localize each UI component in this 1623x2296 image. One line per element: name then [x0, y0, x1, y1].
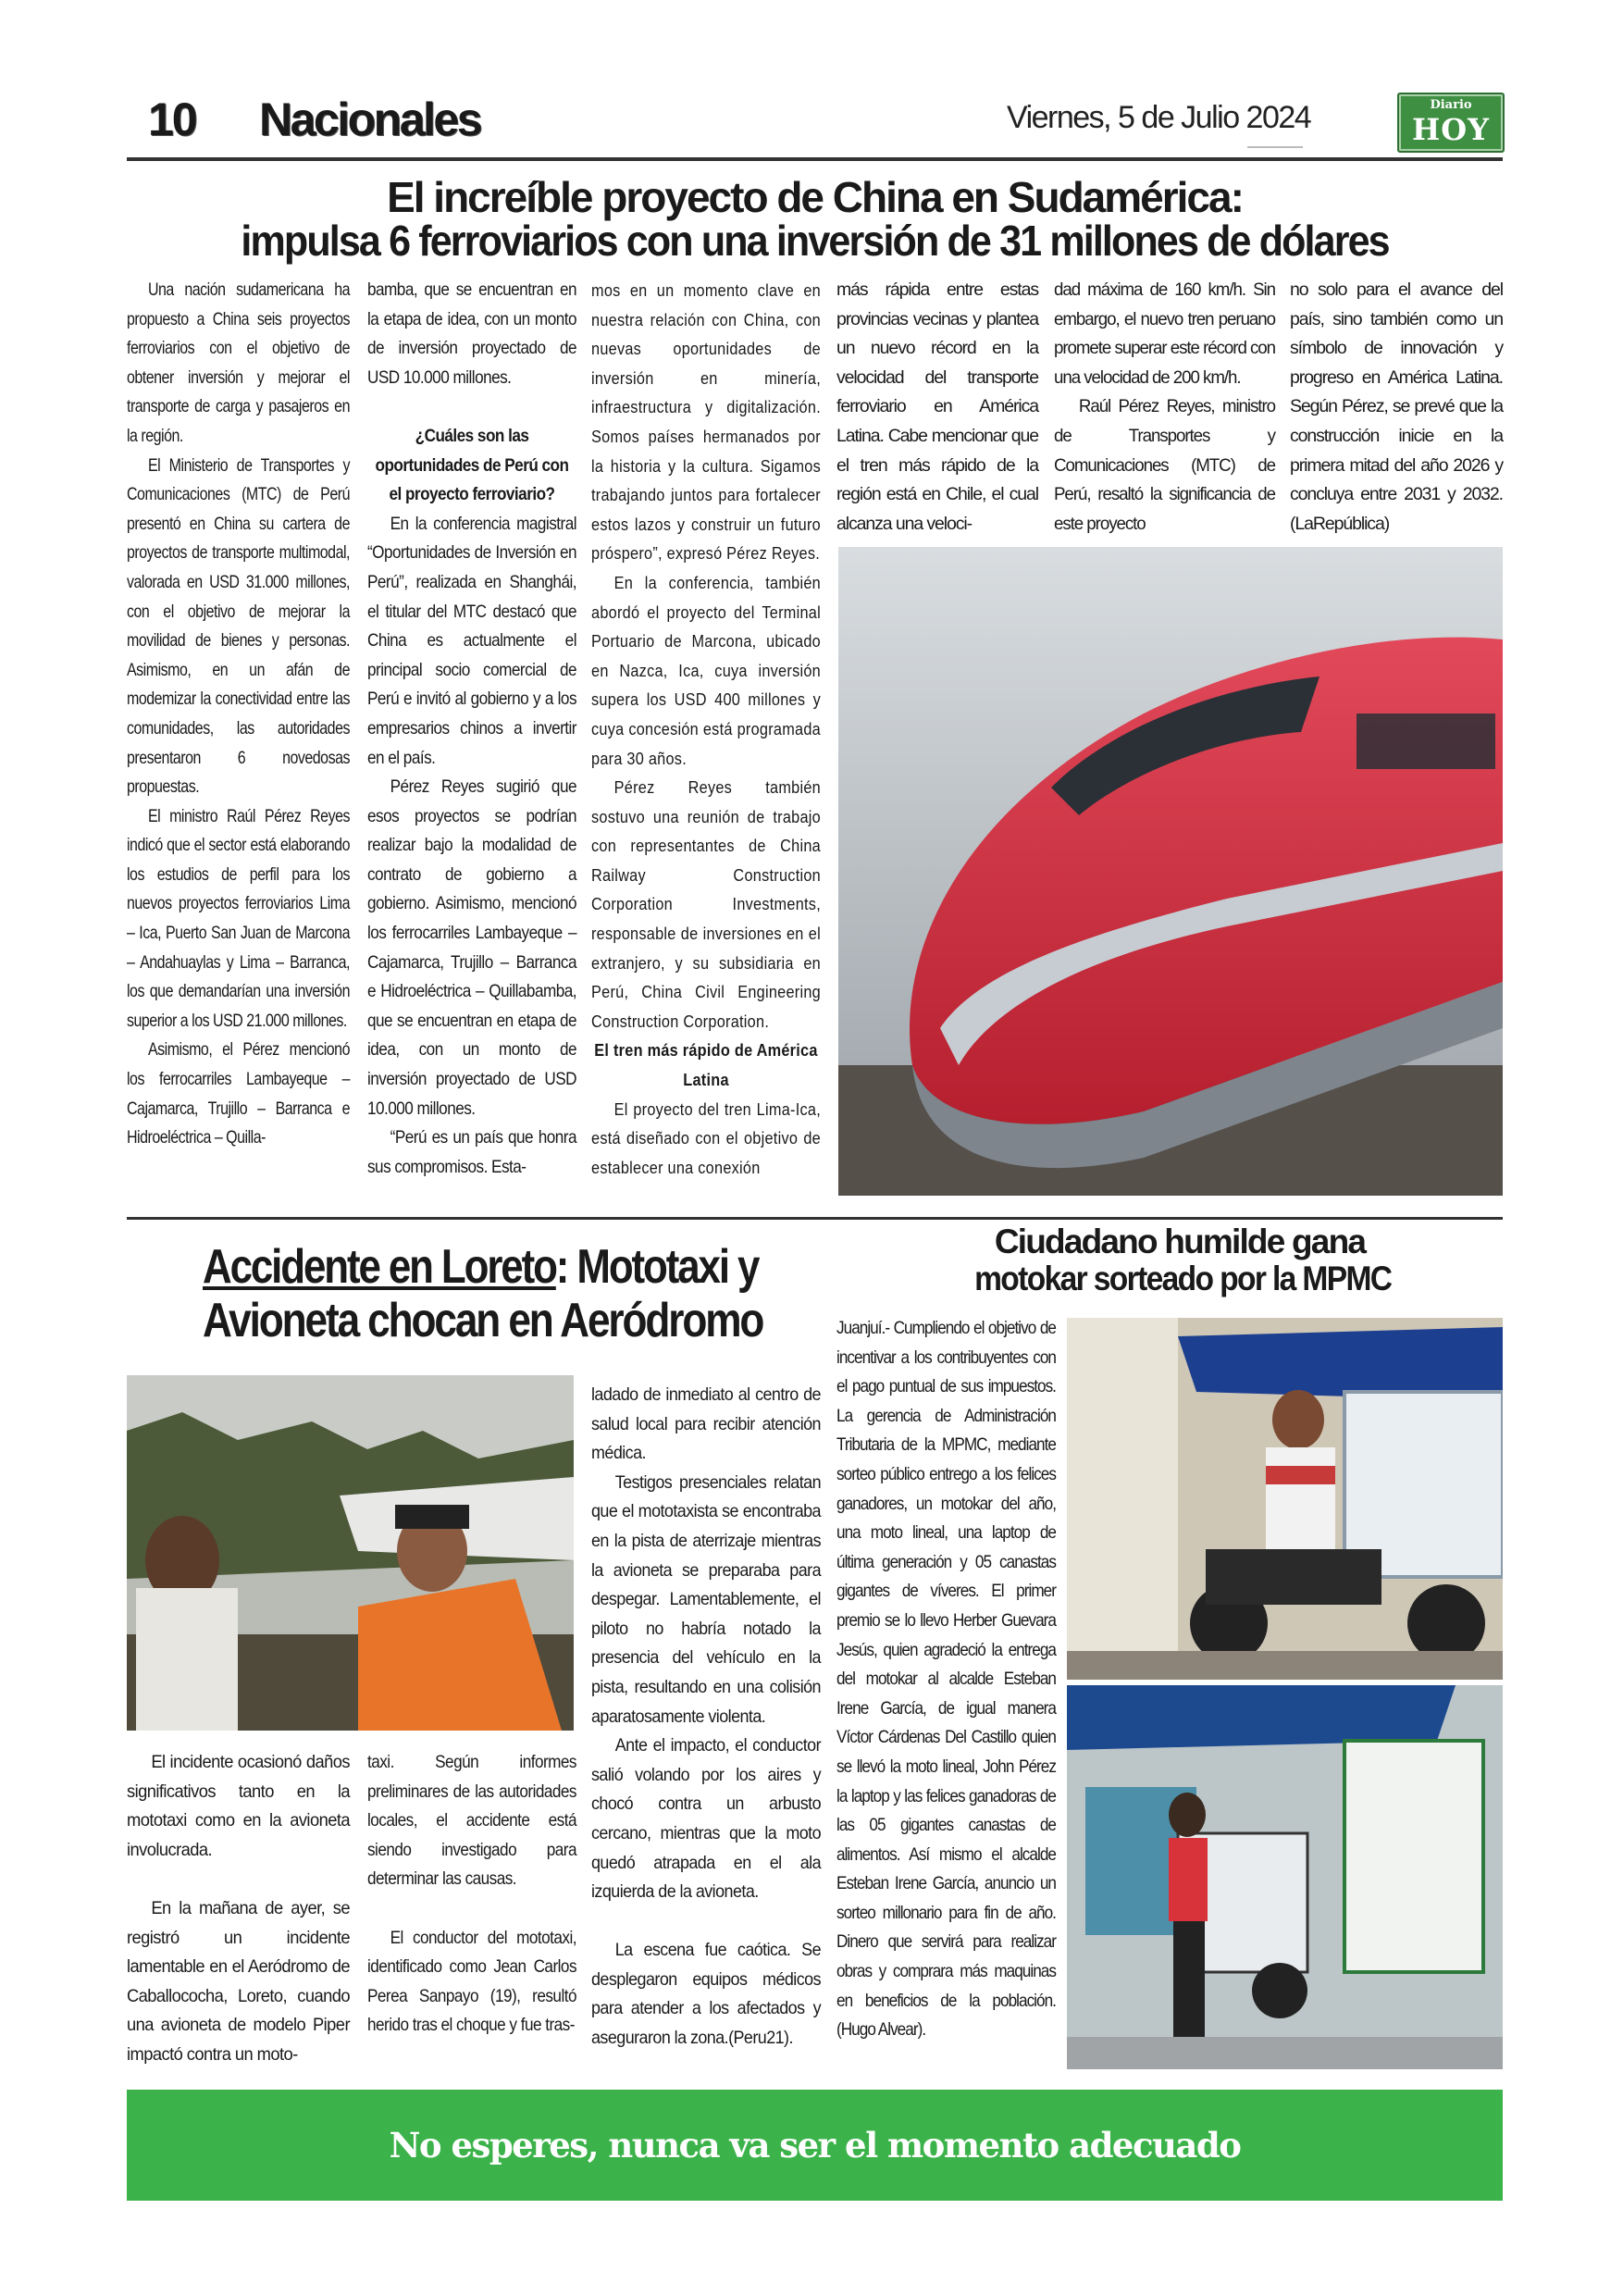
- paragraph: más rápida entre estas provincias vecinas y plantea un nuevo récord en la velocidad del transporte ferroviario en América Latina. Cabe mencionar que el tren más rápido de la región está en Chile, el cual alcanza una veloci-: [836, 279, 1038, 534]
- accident-photo: [127, 1375, 574, 1731]
- paragraph: El Ministerio de Transportes y Comunicaciones (MTC) de Perú presentó en China su cartera de proyectos de transporte multimodal, valorada en USD 31.000 millones, con el objetivo de mejorar la movilidad de bienes y personas. Asimismo, en un afán de modemizar la conectividad entre las comunidades, las autoridades presentaron 6 novedosas propuestas.: [127, 454, 350, 798]
- logo-top-text: Diario: [1430, 98, 1472, 112]
- paragraph: dad máxima de 160 km/h. Sin embargo, el nuevo tren peruano promete superar este récord con una velocidad de 200 km/h.: [1054, 279, 1275, 388]
- accident-column-3: [591, 1381, 821, 2054]
- accident-headline-line-1: [203, 1240, 758, 1294]
- subheading: ¿Cuáles son las oportunidades de Perú con el proyecto ferroviario?: [375, 425, 569, 505]
- paragraph: La escena fue caótica. Se desplegaron equipos médicos para atender a los afectados y aseguraron la zona.(Peru21).: [591, 1940, 821, 2049]
- paragraph: “Perú es un país que honra sus compromisos. Esta-: [367, 1127, 576, 1177]
- main-article-column-2: [367, 276, 576, 1182]
- main-article-column-5: [1054, 276, 1275, 539]
- paragraph: El proyecto del tren Lima-Ica, está diseñado con el objetivo de establecer una conexión: [591, 1098, 821, 1177]
- paragraph: Testigos presenciales relatan que el mototaxista se encontraba en la pista de aterrizaje mientras la avioneta se preparaba para despegar. Lamentablemente, el piloto no habría notado la presencia del vehículo en la pista, resultando en una colisión aparatosamente violenta.: [591, 1471, 821, 1727]
- paragraph: Asimismo, el Pérez mencionó los ferrocarriles Lambayeque – Cajamarca, Trujillo – Barranca e Hidroeléctrica – Quilla-: [127, 1039, 350, 1148]
- section-title: Nacionales: [259, 93, 481, 145]
- paragraph: En la mañana de ayer, se registró un incidente lamentable en el Aeródromo de Caballococha, Loreto, cuando una avioneta de modelo Piper impactó contra un moto-: [127, 1897, 350, 2065]
- main-article-column-3: [591, 276, 821, 1182]
- spacer: [127, 1865, 350, 1894]
- raffle-headline: [953, 1223, 1406, 1297]
- headline-underlined-part: Accidente en Loreto: [203, 1240, 556, 1294]
- main-article-column-1: [127, 276, 350, 1153]
- subheading: El tren más rápido de América Latina: [594, 1040, 818, 1090]
- headline-part: : Mototaxi y: [555, 1240, 759, 1294]
- paragraph: no solo para el avance del país, sino también como un símbolo de innovación y progreso en América Latina. Según Pérez, se prevé que la construcción inicie en la primera mitad del año 2026 y concluya entre 2031 y 2032.(LaRepública): [1290, 279, 1503, 534]
- issue-date: Viernes, 5 de Julio 2024: [1007, 100, 1311, 135]
- header-rule: [127, 157, 1503, 161]
- headline-line-2: impulsa 6 ferroviarios con una inversión de 31 millones de dólares: [241, 217, 1389, 265]
- paragraph: En la conferencia magistral “Oportunidades de Inversión en Perú”, realizada en Shanghái, el titular del MTC destacó que China es actualmente el principal socio comercial de Perú e invitó al gobierno y a los empresarios chinos a invertir en el país.: [367, 513, 576, 768]
- paragraph: Juanjuí.- Cumpliendo el objetivo de incentivar a los contribuyentes con el pago puntual de sus impuestos. La gerencia de Administración Tributaria de la MPMC, mediante sorteo público entrego a los felices ganadores, un motokar del año, una moto lineal, una laptop de última generación y 05 canastas gigantes de víveres. El primer premio se lo llevo Herber Guevara Jesús, quien agradeció la entrega del motokar al alcalde Esteban Irene García, de igual manera Víctor Cárdenas Del Castillo quien se llevó la moto lineal, John Pérez la laptop y las felices ganadoras de las 05 gigantes canastas de alimentos. Así mismo el alcalde Esteban Irene García, anuncio un sorteo millonario para fin de año. Dinero que servirá para realizar obras y comprara más maquinas en beneficios de la población. (Hugo Alvear).: [836, 1318, 1056, 2041]
- paragraph: En la conferencia, también abordó el proyecto del Terminal Portuario de Marcona, ubicado en Nazca, Ica, cuya inversión supera los USD 400 millones y cuya concesión está programada para 30 años.: [591, 572, 821, 768]
- raffle-event-photo: [1067, 1685, 1503, 2069]
- accident-headline: [203, 1240, 795, 1347]
- main-article-column-6: [1290, 276, 1503, 539]
- diario-hoy-logo: [1397, 93, 1505, 153]
- paragraph: bamba, que se encuentran en la etapa de idea, con un monto de inversión proyectado de USD 10.000 millones.: [367, 279, 576, 388]
- spacer: [367, 1894, 576, 1924]
- spacer: [367, 392, 576, 422]
- banner-text: No esperes, nunca va ser el momento adecuado: [389, 2125, 1241, 2166]
- raffle-headline-line-2: motokar sorteado por la MPMC: [974, 1260, 1392, 1297]
- motokar-winner-photo: [1067, 1318, 1503, 1680]
- accident-column-2: [367, 1748, 576, 2041]
- paragraph: El ministro Raúl Pérez Reyes indicó que el sector está elaborando los estudios de perfil para los nuevos proyectos ferroviarios Lima – Ica, Puerto San Juan de Marcona – Andahuaylas y Lima – Barranca, los que demandarían una inversión superior a los USD 21.000 millones.: [127, 805, 350, 1031]
- raffle-article-body: [836, 1314, 1056, 2045]
- paragraph: ladado de inmediato al centro de salud local para recibir atención médica.: [591, 1384, 821, 1464]
- raffle-headline-line-1: Ciudadano humilde gana: [994, 1222, 1366, 1260]
- divider: [1247, 146, 1303, 148]
- paragraph: Pérez Reyes sugirió que esos proyectos se podrían realizar bajo la modalidad de contrato de gobierno a gobierno. Asimismo, mencionó los ferrocarriles Lambayeque – Cajamarca, Trujillo – Barranca e Hidroeléctrica – Quillabamba, que se encuentran en etapa de idea, con un monto de inversión proyectado de USD 10.000 millones.: [367, 776, 576, 1119]
- accident-headline-line-2: Avioneta chocan en Aeródromo: [203, 1294, 763, 1347]
- paragraph: mos en un momento clave en nuestra relación con China, con nuevas oportunidades de inversión en minería, infraestructura y digitalización. Somos países hermanados por la historia y la cultura. Sigamos trabajando juntos para fortalecer estos lazos y construir un futuro próspero”, expresó Pérez Reyes.: [591, 280, 821, 564]
- spacer: [591, 1907, 821, 1937]
- train-photo: [838, 547, 1503, 1196]
- paragraph: taxi. Según informes preliminares de las autoridades locales, el accidente está siendo investigado para determinar las causas.: [367, 1752, 576, 1890]
- paragraph: Raúl Pérez Reyes, ministro de Transportes y Comunicaciones (MTC) de Perú, resaltó la significancia de este proyecto: [1054, 396, 1275, 534]
- logo-main-text: HOY: [1412, 112, 1490, 147]
- paragraph: El conductor del mototaxi, identificado como Jean Carlos Perea Sanpayo (19), resultó herido tras el choque y fue tras-: [367, 1927, 576, 2036]
- paragraph: Pérez Reyes también sostuvo una reunión de trabajo con representantes de China Railway Construction Corporation Investments, responsable de inversiones en el extranjero, y su subsidiaria en Perú, China Civil Engineering Construction Corporation.: [591, 777, 821, 1031]
- main-article-column-4: [836, 276, 1038, 539]
- bottom-banner: [127, 2090, 1503, 2201]
- paragraph: Ante el impacto, el conductor salió volando por los aires y chocó contra un arbusto cercano, mientras que la moto quedó atrapada en el ala izquierda de la avioneta.: [591, 1735, 821, 1903]
- accident-column-1: [127, 1748, 350, 2070]
- page-number: 10: [148, 93, 196, 145]
- paragraph: Una nación sudamericana ha propuesto a China seis proyectos ferroviarios con el objetivo de obtener inversión y mejorar el transporte de carga y pasajeros en la región.: [127, 279, 350, 446]
- paragraph: El incidente ocasionó daños significativos tanto en la mototaxi como en la avioneta involucrada.: [127, 1752, 350, 1860]
- section-rule: [127, 1217, 1503, 1220]
- headline-line-1: El increíble proyecto de China en Sudamérica:: [387, 173, 1243, 221]
- main-headline: [127, 173, 1503, 265]
